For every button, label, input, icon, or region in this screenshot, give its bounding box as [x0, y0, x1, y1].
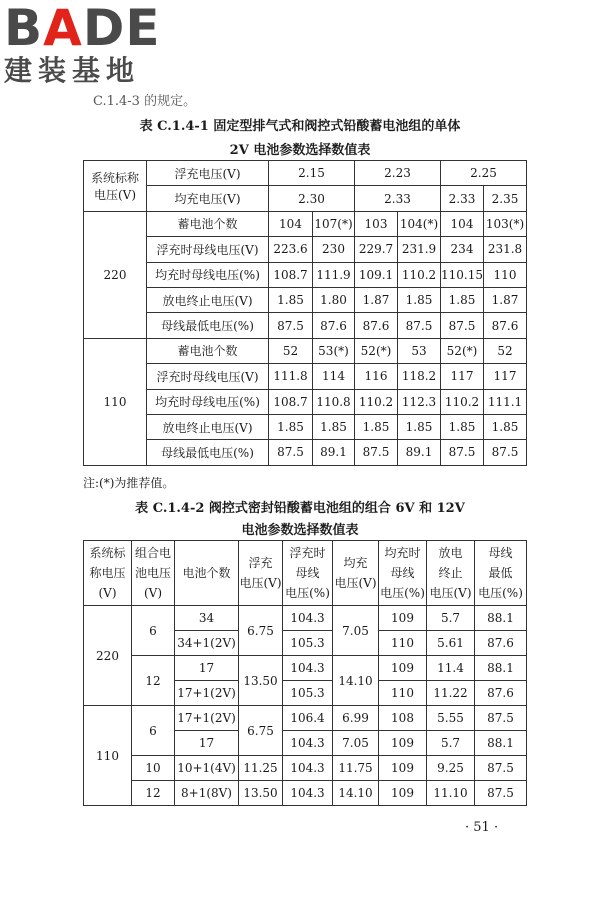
table-cell: 1.80: [313, 287, 355, 312]
float-voltage: 13.50: [239, 781, 283, 806]
table-cell: 116: [355, 364, 398, 389]
float-bus-voltage: 105.3: [283, 631, 333, 656]
table-cell: 104(*): [398, 211, 441, 236]
cell-voltage: 10: [132, 756, 175, 781]
table-cell: 87.5: [441, 313, 484, 338]
battery-count: 34: [175, 606, 239, 631]
table2-header-cell: 组合电 池电压 (V): [132, 541, 175, 606]
table-cell: 1.85: [313, 414, 355, 439]
table1-note: 注:(*)为推荐值。: [83, 476, 175, 490]
table2-header-cell: 电池个数: [175, 541, 239, 606]
table-cell: 117: [441, 364, 484, 389]
battery-count: 17+1(2V): [175, 706, 239, 731]
table-row: [84, 211, 527, 236]
end-voltage: 5.61: [427, 631, 475, 656]
system-voltage: 110: [84, 338, 147, 465]
equal-voltage-value: 2.30: [269, 186, 355, 211]
table-cell: 111.9: [313, 262, 355, 287]
system-voltage: 220: [84, 211, 147, 338]
min-bus-voltage: 87.6: [475, 631, 527, 656]
table-row: [84, 414, 527, 439]
table-row: [84, 237, 527, 262]
table-row: [84, 756, 527, 781]
equal-voltage-value: 2.33: [355, 186, 441, 211]
row-label: 均充时母线电压(%): [147, 389, 269, 414]
end-voltage: 5.7: [427, 731, 475, 756]
battery-count: 34+1(2V): [175, 631, 239, 656]
table-cell: 1.87: [355, 287, 398, 312]
row-label: 蓄电池个数: [147, 211, 269, 236]
min-bus-voltage: 88.1: [475, 606, 527, 631]
table-row: [84, 656, 527, 681]
row-label: 浮充时母线电压(V): [147, 364, 269, 389]
table-cell: 118.2: [398, 364, 441, 389]
system-voltage: 220: [84, 606, 132, 706]
table-row: [84, 440, 527, 465]
table-cell: 87.6: [313, 313, 355, 338]
table1-title-line1: 表 C.1.4-1 固定型排气式和阀控式铅酸蓄电池组的单体: [139, 119, 461, 134]
float-bus-voltage: 106.4: [283, 706, 333, 731]
table-cell: 108.7: [269, 262, 313, 287]
equal-voltage-value: 2.33: [441, 186, 484, 211]
battery-count: 10+1(4V): [175, 756, 239, 781]
logo-wordmark: BADE: [4, 0, 161, 57]
min-bus-voltage: 87.5: [475, 756, 527, 781]
table-cell: 1.85: [398, 287, 441, 312]
equal-voltage: 7.05: [333, 606, 379, 656]
table-cell: 87.5: [484, 440, 527, 465]
table-cell: 52: [269, 338, 313, 363]
table2-header-cell: 母线 最低 电压(%): [475, 541, 527, 606]
equal-bus-voltage: 109: [379, 781, 427, 806]
table-cell: 117: [484, 364, 527, 389]
table-cell: 231.9: [398, 237, 441, 262]
battery-count: 17+1(2V): [175, 681, 239, 706]
end-voltage: 5.55: [427, 706, 475, 731]
table-cell: 110.15: [441, 262, 484, 287]
table-cell: 53: [398, 338, 441, 363]
row-label: 母线最低电压(%): [147, 440, 269, 465]
float-voltage-value: 2.15: [269, 161, 355, 186]
float-bus-voltage: 104.3: [283, 781, 333, 806]
table-cell: 103: [355, 211, 398, 236]
table-cell: 52: [484, 338, 527, 363]
table-cell: 87.5: [398, 313, 441, 338]
equal-bus-voltage: 108: [379, 706, 427, 731]
table-cell: 1.85: [269, 414, 313, 439]
table-cell: 87.5: [355, 440, 398, 465]
row-label: 蓄电池个数: [147, 338, 269, 363]
end-voltage: 5.7: [427, 606, 475, 631]
float-bus-voltage: 104.3: [283, 656, 333, 681]
float-bus-voltage: 105.3: [283, 681, 333, 706]
table-cell: 52(*): [355, 338, 398, 363]
table-cell: 114: [313, 364, 355, 389]
equal-voltage: 6.99: [333, 706, 379, 731]
equal-voltage: 14.10: [333, 656, 379, 706]
table-row: [84, 338, 527, 363]
table2-header-cell: 系统标 称电压 (V): [84, 541, 132, 606]
table-row: [84, 606, 527, 631]
table-cell: 103(*): [484, 211, 527, 236]
min-bus-voltage: 87.5: [475, 781, 527, 806]
logo-subtitle: 建装基地: [4, 54, 141, 87]
table2-header-row: [84, 541, 527, 606]
equal-bus-voltage: 109: [379, 656, 427, 681]
table-cell: 89.1: [313, 440, 355, 465]
end-voltage: 9.25: [427, 756, 475, 781]
table-row: [84, 706, 527, 731]
table2-header-cell: 浮充 电压(V): [239, 541, 283, 606]
table-row: [84, 781, 527, 806]
float-voltage: 6.75: [239, 606, 283, 656]
float-voltage-label: 浮充电压(V): [147, 161, 269, 186]
equal-bus-voltage: 110: [379, 681, 427, 706]
table-cell: 107(*): [313, 211, 355, 236]
table-cell: 104: [269, 211, 313, 236]
table-row: [84, 287, 527, 312]
table2-title-line1: 表 C.1.4-2 阀控式密封铅酸蓄电池组的组合 6V 和 12V: [135, 501, 465, 516]
table1: [83, 160, 527, 466]
equal-bus-voltage: 109: [379, 756, 427, 781]
float-voltage: 11.25: [239, 756, 283, 781]
end-voltage: 11.4: [427, 656, 475, 681]
float-voltage: 6.75: [239, 706, 283, 756]
table-cell: 234: [441, 237, 484, 262]
table-cell: 1.85: [484, 414, 527, 439]
equal-voltage: 7.05: [333, 731, 379, 756]
min-bus-voltage: 88.1: [475, 656, 527, 681]
table-cell: 1.85: [441, 287, 484, 312]
battery-count: 17: [175, 731, 239, 756]
table2: [83, 540, 527, 806]
table-cell: 1.85: [269, 287, 313, 312]
table-cell: 110.2: [441, 389, 484, 414]
table-cell: 112.3: [398, 389, 441, 414]
table-cell: 87.6: [484, 313, 527, 338]
cell-voltage: 6: [132, 606, 175, 656]
table-cell: 110.2: [398, 262, 441, 287]
table-cell: 108.7: [269, 389, 313, 414]
system-voltage: 110: [84, 706, 132, 806]
float-voltage-value: 2.23: [355, 161, 441, 186]
row-label: 浮充时母线电压(V): [147, 237, 269, 262]
table2-header-cell: 均充 电压(V): [333, 541, 379, 606]
table-cell: 53(*): [313, 338, 355, 363]
page-number: · 51 ·: [465, 820, 499, 835]
table1-title-line2: 2V 电池参数选择数值表: [229, 143, 371, 158]
table-row: [84, 186, 527, 211]
table2-header-cell: 放电 终止 电压(V): [427, 541, 475, 606]
table-row: [84, 262, 527, 287]
table-cell: 52(*): [441, 338, 484, 363]
row-label: 放电终止电压(V): [147, 287, 269, 312]
table-cell: 229.7: [355, 237, 398, 262]
equal-bus-voltage: 109: [379, 731, 427, 756]
min-bus-voltage: 87.6: [475, 681, 527, 706]
equal-voltage-value: 2.35: [484, 186, 527, 211]
equal-voltage-label: 均充电压(V): [147, 186, 269, 211]
table-cell: 87.5: [269, 440, 313, 465]
float-voltage: 13.50: [239, 656, 283, 706]
cell-voltage: 12: [132, 656, 175, 706]
table2-header-cell: 均充时 母线 电压(%): [379, 541, 427, 606]
table2-title-line2: 电池参数选择数值表: [241, 523, 359, 538]
table-cell: 87.5: [269, 313, 313, 338]
table-cell: 231.8: [484, 237, 527, 262]
table-row: [84, 313, 527, 338]
table-cell: 87.6: [355, 313, 398, 338]
table-cell: 1.85: [441, 414, 484, 439]
table-cell: 1.87: [484, 287, 527, 312]
end-voltage: 11.22: [427, 681, 475, 706]
equal-voltage: 11.75: [333, 756, 379, 781]
table-cell: 110.2: [355, 389, 398, 414]
header-system-voltage: 系统标称 电压(V): [84, 161, 147, 212]
equal-voltage: 14.10: [333, 781, 379, 806]
table-cell: 89.1: [398, 440, 441, 465]
float-bus-voltage: 104.3: [283, 731, 333, 756]
table-cell: 111.1: [484, 389, 527, 414]
table-cell: 110: [484, 262, 527, 287]
end-voltage: 11.10: [427, 781, 475, 806]
battery-count: 8+1(8V): [175, 781, 239, 806]
equal-bus-voltage: 109: [379, 606, 427, 631]
table-cell: 230: [313, 237, 355, 262]
intro-text: C.1.4-3 的规定。: [93, 94, 197, 109]
row-label: 均充时母线电压(%): [147, 262, 269, 287]
cell-voltage: 6: [132, 706, 175, 756]
table-cell: 109.1: [355, 262, 398, 287]
table-cell: 104: [441, 211, 484, 236]
equal-bus-voltage: 110: [379, 631, 427, 656]
table-cell: 87.5: [441, 440, 484, 465]
float-voltage-value: 2.25: [441, 161, 527, 186]
float-bus-voltage: 104.3: [283, 606, 333, 631]
cell-voltage: 12: [132, 781, 175, 806]
table-cell: 223.6: [269, 237, 313, 262]
table2-header-cell: 浮充时 母线 电压(%): [283, 541, 333, 606]
table-cell: 110.8: [313, 389, 355, 414]
row-label: 放电终止电压(V): [147, 414, 269, 439]
table-cell: 1.85: [398, 414, 441, 439]
table-cell: 1.85: [355, 414, 398, 439]
table-row: [84, 161, 527, 186]
table-cell: 111.8: [269, 364, 313, 389]
bade-logo: [4, 2, 184, 94]
table-row: [84, 364, 527, 389]
table-row: [84, 389, 527, 414]
float-bus-voltage: 104.3: [283, 756, 333, 781]
battery-count: 17: [175, 656, 239, 681]
min-bus-voltage: 87.5: [475, 706, 527, 731]
row-label: 母线最低电压(%): [147, 313, 269, 338]
min-bus-voltage: 88.1: [475, 731, 527, 756]
